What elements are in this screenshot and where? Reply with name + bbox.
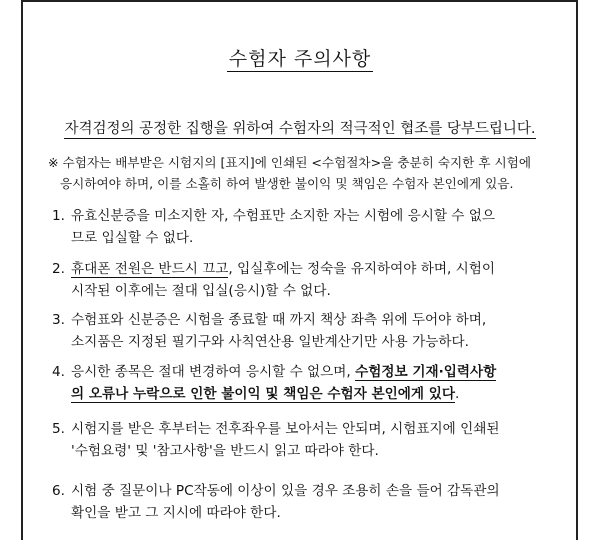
list-item-number: 2. — [52, 261, 65, 277]
list-item-line-2: '수험요령' 및 '참고사항'을 반드시 읽고 따라야 한다. — [71, 443, 379, 459]
list-item-2 — [52, 258, 572, 302]
subtitle-text: 자격검정의 공정한 집행을 위하여 수험자의 적극적인 협조를 당부드립니다. — [64, 121, 536, 137]
list-item-line-2: 시작된 이후에는 절대 입실(응시)할 수 없다. — [71, 283, 331, 299]
list-item-line-2: 소지품은 지정된 필기구와 사칙연산용 일반계산기만 사용 가능하다. — [71, 334, 469, 350]
list-item-number: 4. — [52, 364, 65, 380]
list-item-line-2: 므로 입실할 수 없다. — [71, 230, 194, 246]
list-item-3 — [52, 309, 572, 353]
notice-paragraph — [48, 152, 568, 194]
list-item-line-1: 시험 중 질문이나 PC작동에 이상이 있을 경우 조용히 손을 들어 감독관의 — [71, 483, 500, 499]
list-item-number: 6. — [52, 483, 65, 499]
list-item-line-1-plain: 응시한 종목은 절대 변경하여 응시할 수 없으며, — [71, 364, 351, 380]
list-item-line-1: 수험표와 신분증은 시험을 종료할 때 까지 책상 좌측 위에 두어야 하며, — [71, 312, 487, 328]
list-item-line-1: 시험지를 받은 후부터는 전후좌우를 보아서는 안되며, 시험표지에 인쇄된 — [71, 421, 500, 437]
list-item-number: 3. — [52, 312, 65, 328]
list-item-number: 5. — [52, 421, 65, 437]
emphasis-info-entry: 수험정보 기재·입력사항 — [355, 364, 497, 380]
list-item-line-2 — [52, 383, 572, 405]
list-item-6 — [52, 480, 572, 524]
emphasis-responsibility: 의 오류나 누락으로 인한 불이익 및 책임은 수험자 본인에게 있다 — [71, 386, 456, 402]
list-item-4 — [52, 361, 572, 405]
page-title-text: 수험자 주의사항 — [228, 48, 372, 70]
subtitle — [0, 117, 600, 138]
page-title — [0, 44, 600, 71]
list-item-line-1-rest: , 입실후에는 정숙을 유지하여야 하며, 시험이 — [228, 261, 496, 277]
list-item-line-1 — [52, 361, 572, 383]
underlined-phone-warning: 휴대폰 전원은 반드시 끄고 — [71, 261, 229, 277]
list-item-5 — [52, 418, 572, 462]
list-item-1 — [52, 205, 572, 249]
list-item-number: 1. — [52, 208, 65, 224]
list-item-line-1: 유효신분증을 미소지한 자, 수험표만 소지한 자는 시험에 응시할 수 없으 — [71, 208, 496, 224]
list-item-line-1 — [52, 258, 572, 280]
notice-line-2: 응시하여야 하며, 이를 소홀히 하여 발생한 불이익 및 책임은 수험자 본인에게 있음. — [60, 176, 514, 191]
list-item-line-2-end: . — [455, 386, 460, 402]
notice-line-1: ※ 수험자는 배부받은 시험지의 [표지]에 인쇄된 <수험절차>을 충분히 숙지한 후 시험에 — [48, 155, 531, 170]
list-item-line-2: 확인을 받고 그 지시에 따라야 한다. — [71, 505, 281, 521]
